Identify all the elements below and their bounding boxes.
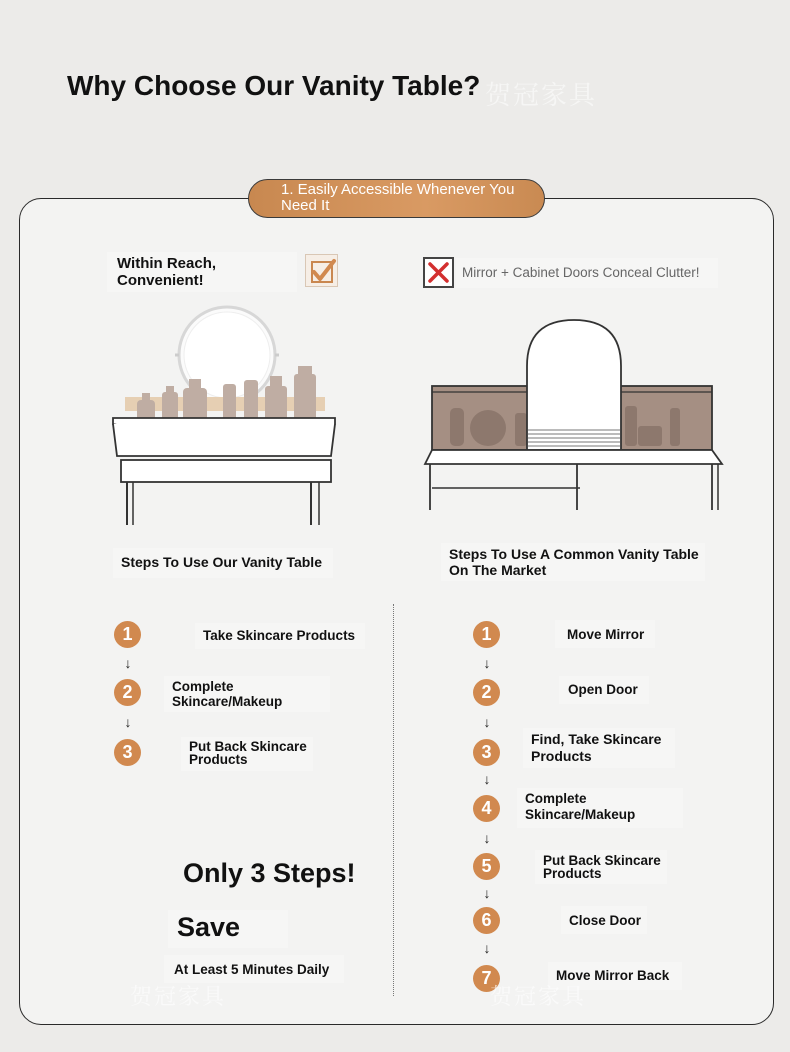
right-feature-label: Mirror + Cabinet Doors Conceal Clutter! <box>456 258 718 288</box>
arrow-down-icon: ↓ <box>124 655 132 671</box>
save-detail: At Least 5 Minutes Daily <box>164 955 344 983</box>
step-text: Find, Take Skincare Products <box>523 728 675 768</box>
step-text: Complete Skincare/Makeup <box>164 676 330 712</box>
step-number: 6 <box>473 907 500 934</box>
step-number: 1 <box>473 621 500 648</box>
step-text: Close Door <box>561 906 647 934</box>
watermark: 贺冠家具 <box>490 985 587 1010</box>
arrow-down-icon: ↓ <box>483 830 491 846</box>
step-text: Take Skincare Products <box>195 623 365 649</box>
column-divider <box>393 604 394 996</box>
step-number: 5 <box>473 853 500 880</box>
left-feature-label: Within Reach, Convenient! <box>107 252 297 292</box>
summary-headline: Only 3 Steps! <box>183 858 356 888</box>
page-title: Why Choose Our Vanity Table? <box>67 70 481 101</box>
our-vanity-illustration <box>105 300 345 530</box>
step-number: 3 <box>114 739 141 766</box>
right-steps-heading: Steps To Use A Common Vanity Table On The Market <box>441 543 705 581</box>
watermark: 贺冠家具 <box>130 985 227 1010</box>
arrow-down-icon: ↓ <box>124 714 132 730</box>
step-number: 7 <box>473 965 500 992</box>
checkmark-icon <box>305 254 338 287</box>
common-vanity-illustration <box>420 318 730 518</box>
arrow-down-icon: ↓ <box>483 714 491 730</box>
arrow-down-icon: ↓ <box>483 940 491 956</box>
step-text: Put Back Skincare Products <box>535 850 667 884</box>
step-text: Complete Skincare/Makeup <box>517 788 683 828</box>
step-text: Move Mirror <box>555 620 655 648</box>
step-number: 1 <box>114 621 141 648</box>
watermark: 贺冠家具 <box>485 81 598 111</box>
arrow-down-icon: ↓ <box>483 771 491 787</box>
step-text: Put Back Skincare Products <box>181 737 313 771</box>
step-number: 4 <box>473 795 500 822</box>
feature-pill: 1. Easily Accessible Whenever You Need It <box>248 179 545 218</box>
step-number: 3 <box>473 739 500 766</box>
cross-icon <box>423 257 454 288</box>
left-steps-heading: Steps To Use Our Vanity Table <box>113 548 333 578</box>
step-text: Open Door <box>559 676 649 704</box>
step-text: Move Mirror Back <box>548 962 682 990</box>
arrow-down-icon: ↓ <box>483 885 491 901</box>
arrow-down-icon: ↓ <box>483 655 491 671</box>
step-number: 2 <box>114 679 141 706</box>
step-number: 2 <box>473 679 500 706</box>
save-headline: Save <box>168 910 288 948</box>
